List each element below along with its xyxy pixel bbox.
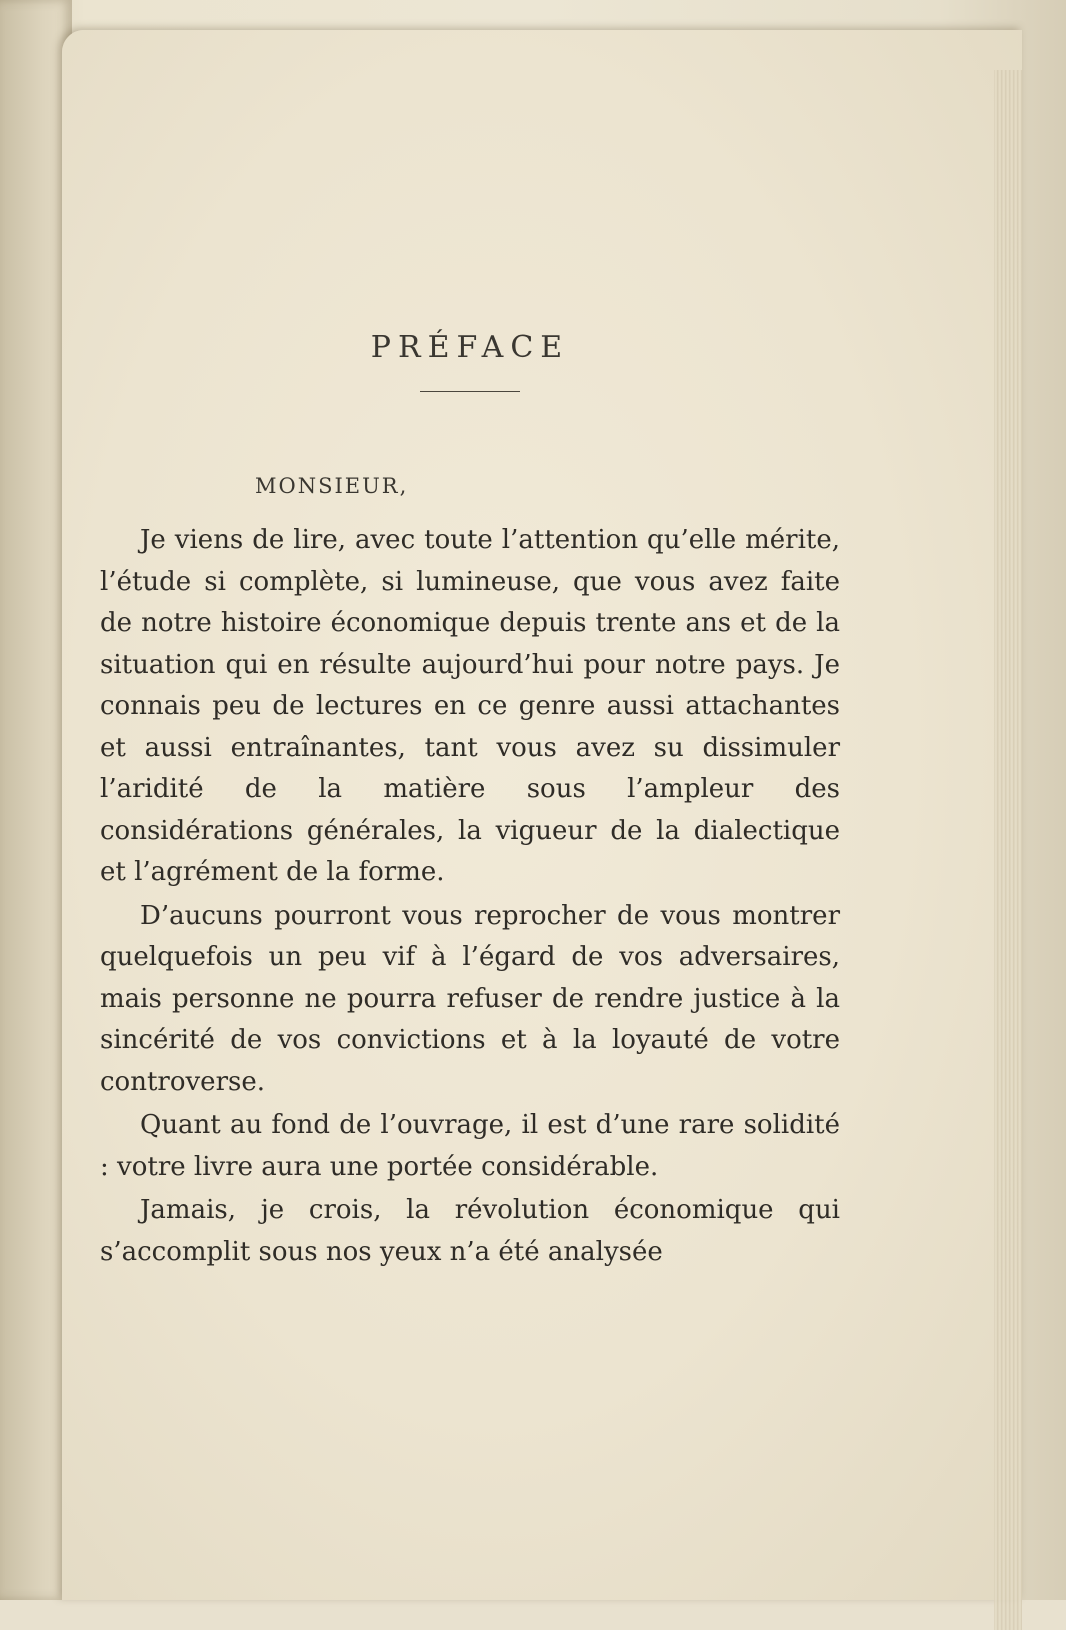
paragraph-1: Je viens de lire, avec toute l’attention qu’elle mérite, l’étude si complète, si lumineuse, que vous avez faite de notre histoire économique depuis trente ans et de la situation qui en résulte aujourd’hui pour notre pays. Je connais peu de lectures en ce genre aussi attachantes et aussi entraînantes, tant vous avez su dissimuler l’aridité de la matière sous l’ampleur des considérations générales, la vigueur de la dialectique et l’agrément de la forme. — [100, 525, 840, 887]
paragraph-3: Quant au fond de l’ouvrage, il est d’une rare solidité : votre livre aura une portée considérable. — [100, 1110, 840, 1182]
salutation: MONSIEUR, — [255, 474, 409, 498]
paragraph-2: D’aucuns pourront vous reprocher de vous montrer quelquefois un peu vif à l’égard de vos adversaires, mais personne ne pourra refuser de rendre justice à la sincérité de vos convictions et à la loyauté de votre controverse. — [100, 900, 840, 1097]
page-title: PRÉFACE — [370, 330, 570, 365]
page-content — [100, 320, 840, 1273]
title-rule — [420, 391, 520, 392]
paragraph-4: Jamais, je crois, la révolution économique qui s’accomplit sous nos yeux n’a été analysée — [100, 1195, 840, 1267]
page-edges — [994, 70, 1022, 1630]
